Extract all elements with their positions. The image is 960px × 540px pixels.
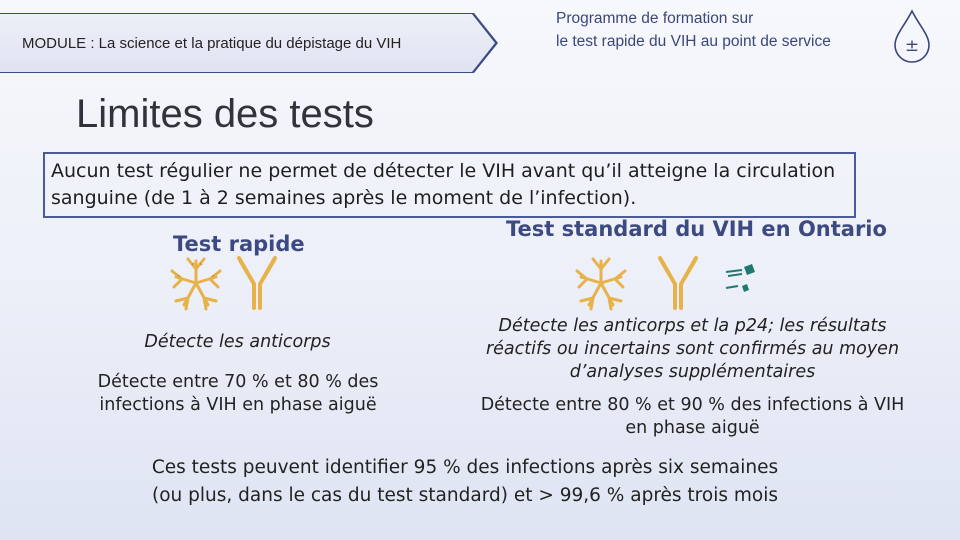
- plus-minus-drop-icon: [891, 9, 933, 63]
- rapid-range-line-1: Détecte entre 70 % et 80 % des: [97, 372, 379, 392]
- program-line-1: Programme de formation sur: [556, 10, 754, 27]
- program-line-2: le test rapide du VIH au point de service: [556, 33, 831, 50]
- plus-minus-symbol: ±: [904, 36, 920, 56]
- summary-text: [100, 454, 830, 510]
- summary-line-2: (ou plus, dans le cas du test standard) et > 99,6 % après trois mois: [152, 485, 778, 506]
- program-title: [556, 7, 831, 53]
- module-label: MODULE : La science et la pratique du dépistage du VIH: [22, 35, 402, 52]
- antibody-icon: [655, 256, 699, 310]
- rapid-range-text: [78, 371, 398, 417]
- antibody-icon: [234, 256, 278, 310]
- standard-detects-line-3: d’analyses supplémentaires: [569, 362, 816, 382]
- standard-detects-line-2: réactifs ou incertains sont confirmés au moyen: [485, 339, 900, 359]
- standard-range-text: [450, 394, 935, 440]
- standard-detects-text: [455, 315, 930, 384]
- standard-detects-line-1: Détecte les anticorps et la p24; les résultats: [498, 316, 887, 336]
- rapid-test-heading: Test rapide: [173, 232, 305, 256]
- summary-line-1: Ces tests peuvent identifier 95 % des infections après six semaines: [151, 457, 779, 478]
- warning-text: Aucun test régulier ne permet de détecter le VIH avant qu’il atteigne la circulation sanguine (de 1 à 2 semaines après le moment de l’infection).: [51, 160, 836, 209]
- page-title: Limites des tests: [76, 92, 374, 136]
- antibody-cluster-icon: [573, 255, 629, 311]
- standard-range-line-1: Détecte entre 80 % et 90 % des infections à VIH: [480, 395, 905, 415]
- standard-test-heading: Test standard du VIH en Ontario: [506, 217, 887, 241]
- standard-range-line-2: en phase aiguë: [625, 418, 760, 438]
- rapid-detects-text: Détecte les anticorps: [144, 332, 331, 352]
- antibody-cluster-icon: [168, 255, 224, 311]
- rapid-range-line-2: infections à VIH en phase aiguë: [99, 395, 377, 415]
- p24-antigen-icon: [722, 262, 766, 298]
